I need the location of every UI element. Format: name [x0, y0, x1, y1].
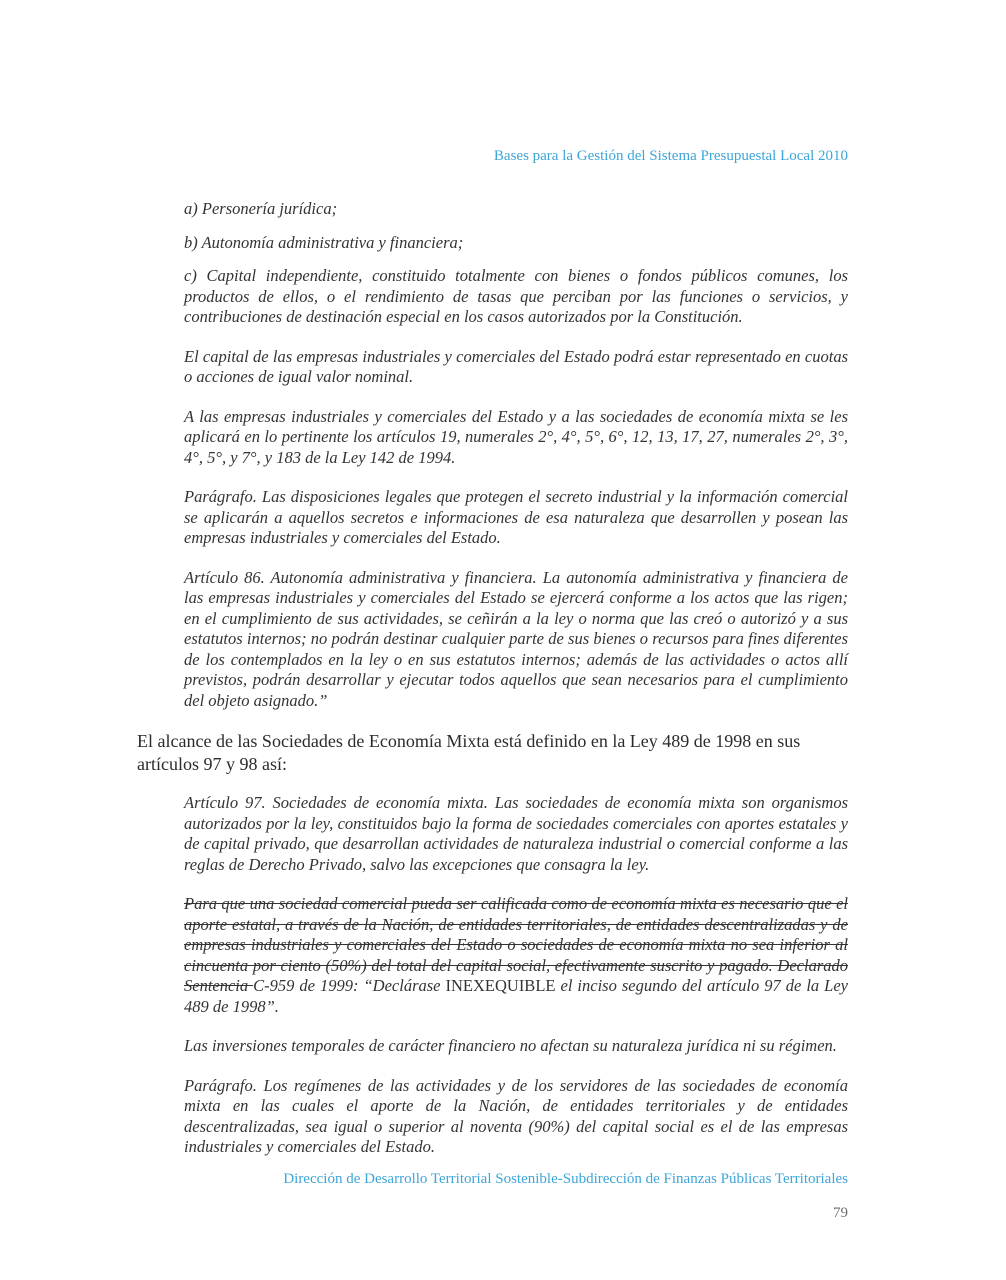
paragraph	[184, 266, 848, 328]
paragraph	[184, 1036, 848, 1057]
paragraph	[184, 1076, 848, 1158]
paragraph-text-run: El alcance de las Sociedades de Economía Mixta está definido en la Ley 489 de 1998 en sus artículos 97 y 98 así:	[137, 731, 801, 774]
paragraph-text-run: Parágrafo. Las disposiciones legales que protegen el secreto industrial y la información comercial se aplicarán a aquellos secretos e informaciones de esa naturaleza que desarrollen y posean las empresas industriales y comerciales del Estado.	[184, 487, 848, 547]
paragraph	[184, 199, 848, 220]
paragraph-text-run: Para que una sociedad comercial pueda ser calificada como de economía mixta es necesario que el aporte estatal, a través de la Nación, de entidades territoriales, de entidades descentralizadas y de empresas industriales y comerciales del Estado o sociedades de economía mixta no sea inferior al cincuenta por ciento (50%) del total del capital social, efectivamente suscrito y pagado. Declarado Sentencia	[184, 894, 848, 995]
paragraph	[184, 487, 848, 549]
paragraph-text-run: INEXEQUIBLE	[445, 976, 556, 995]
paragraph	[184, 793, 848, 875]
paragraph-text-run: Las inversiones temporales de carácter financiero no afectan su naturaleza jurídica ni su régimen.	[184, 1036, 837, 1055]
paragraph-text-run: Parágrafo. Los regímenes de las actividades y de los servidores de las sociedades de economía mixta en las cuales el aporte de la Nación, de entidades territoriales y de entidades descentralizadas, sea igual o superior al noventa (90%) del capital social es el de las empresas industriales y comerciales del Estado.	[184, 1075, 848, 1156]
paragraph-text-run: el inciso segundo del artículo 97 de la Ley 489 de 1998”.	[184, 976, 849, 1016]
paragraph-text-run: C-959 de 1999: “Declárase	[253, 976, 446, 995]
page-number: 79	[833, 1205, 848, 1221]
paragraph	[184, 347, 848, 388]
paragraph-text-run: Artículo 86. Autonomía administrativa y financiera. La autonomía administrativa y financiera de las empresas industriales y comerciales del Estado se ejercerá conforme a los actos que las rigen; en el cumplimiento de sus actividades, se ceñirán a la ley o norma que las creó o autorizó y a sus estatutos internos; no podrán destinar cualquier parte de sus bienes o recursos para fines diferentes de los contemplados en la ley o en sus estatutos internos; además de las actividades o actos allí previstos, podrán desarrollar y ejecutar todos aquellos que sean necesarios para el cumplimiento del objeto asignado.”	[184, 567, 848, 710]
paragraph-text-run: Artículo 97. Sociedades de economía mixta. Las sociedades de economía mixta son organismos autorizados por la ley, constituidos bajo la forma de sociedades comerciales con aportes estatales y de capital privado, que desarrollan actividades de naturaleza industrial o comercial conforme a las reglas de Derecho Privado, salvo las excepciones que consagra la ley.	[184, 793, 848, 874]
running-footer: Dirección de Desarrollo Territorial Sostenible-Subdirección de Finanzas Públicas Territoriales	[283, 1171, 848, 1187]
paragraph	[137, 730, 848, 776]
document-body	[137, 199, 848, 1177]
paragraph-text-run: A las empresas industriales y comerciales del Estado y a las sociedades de economía mixta se les aplicará en lo pertinente los artículos 19, numerales 2°, 4°, 5°, 6°, 12, 13, 17, 27, numerales 2°, 3°, 4°, 5°, y 7°, y 183 de la Ley 142 de 1994.	[184, 406, 848, 467]
running-header: Bases para la Gestión del Sistema Presupuestal Local 2010	[493, 148, 848, 164]
paragraph	[184, 233, 848, 254]
paragraph-text-run: a) Personería jurídica;	[184, 199, 338, 218]
paragraph-text-run: El capital de las empresas industriales y comerciales del Estado podrá estar representado en cuotas o acciones de igual valor nominal.	[184, 346, 848, 386]
paragraph-text-run: b) Autonomía administrativa y financiera;	[184, 232, 464, 252]
paragraph	[184, 407, 848, 469]
paragraph	[184, 894, 848, 1017]
paragraph-text-run: c) Capital independiente, constituido totalmente con bienes o fondos públicos comunes, los productos de ellos, o el rendimiento de tasas que perciban por las funciones o servicios, y contribuciones de destinación especial en los casos autorizados por la Constitución.	[184, 266, 848, 326]
paragraph	[184, 568, 848, 712]
